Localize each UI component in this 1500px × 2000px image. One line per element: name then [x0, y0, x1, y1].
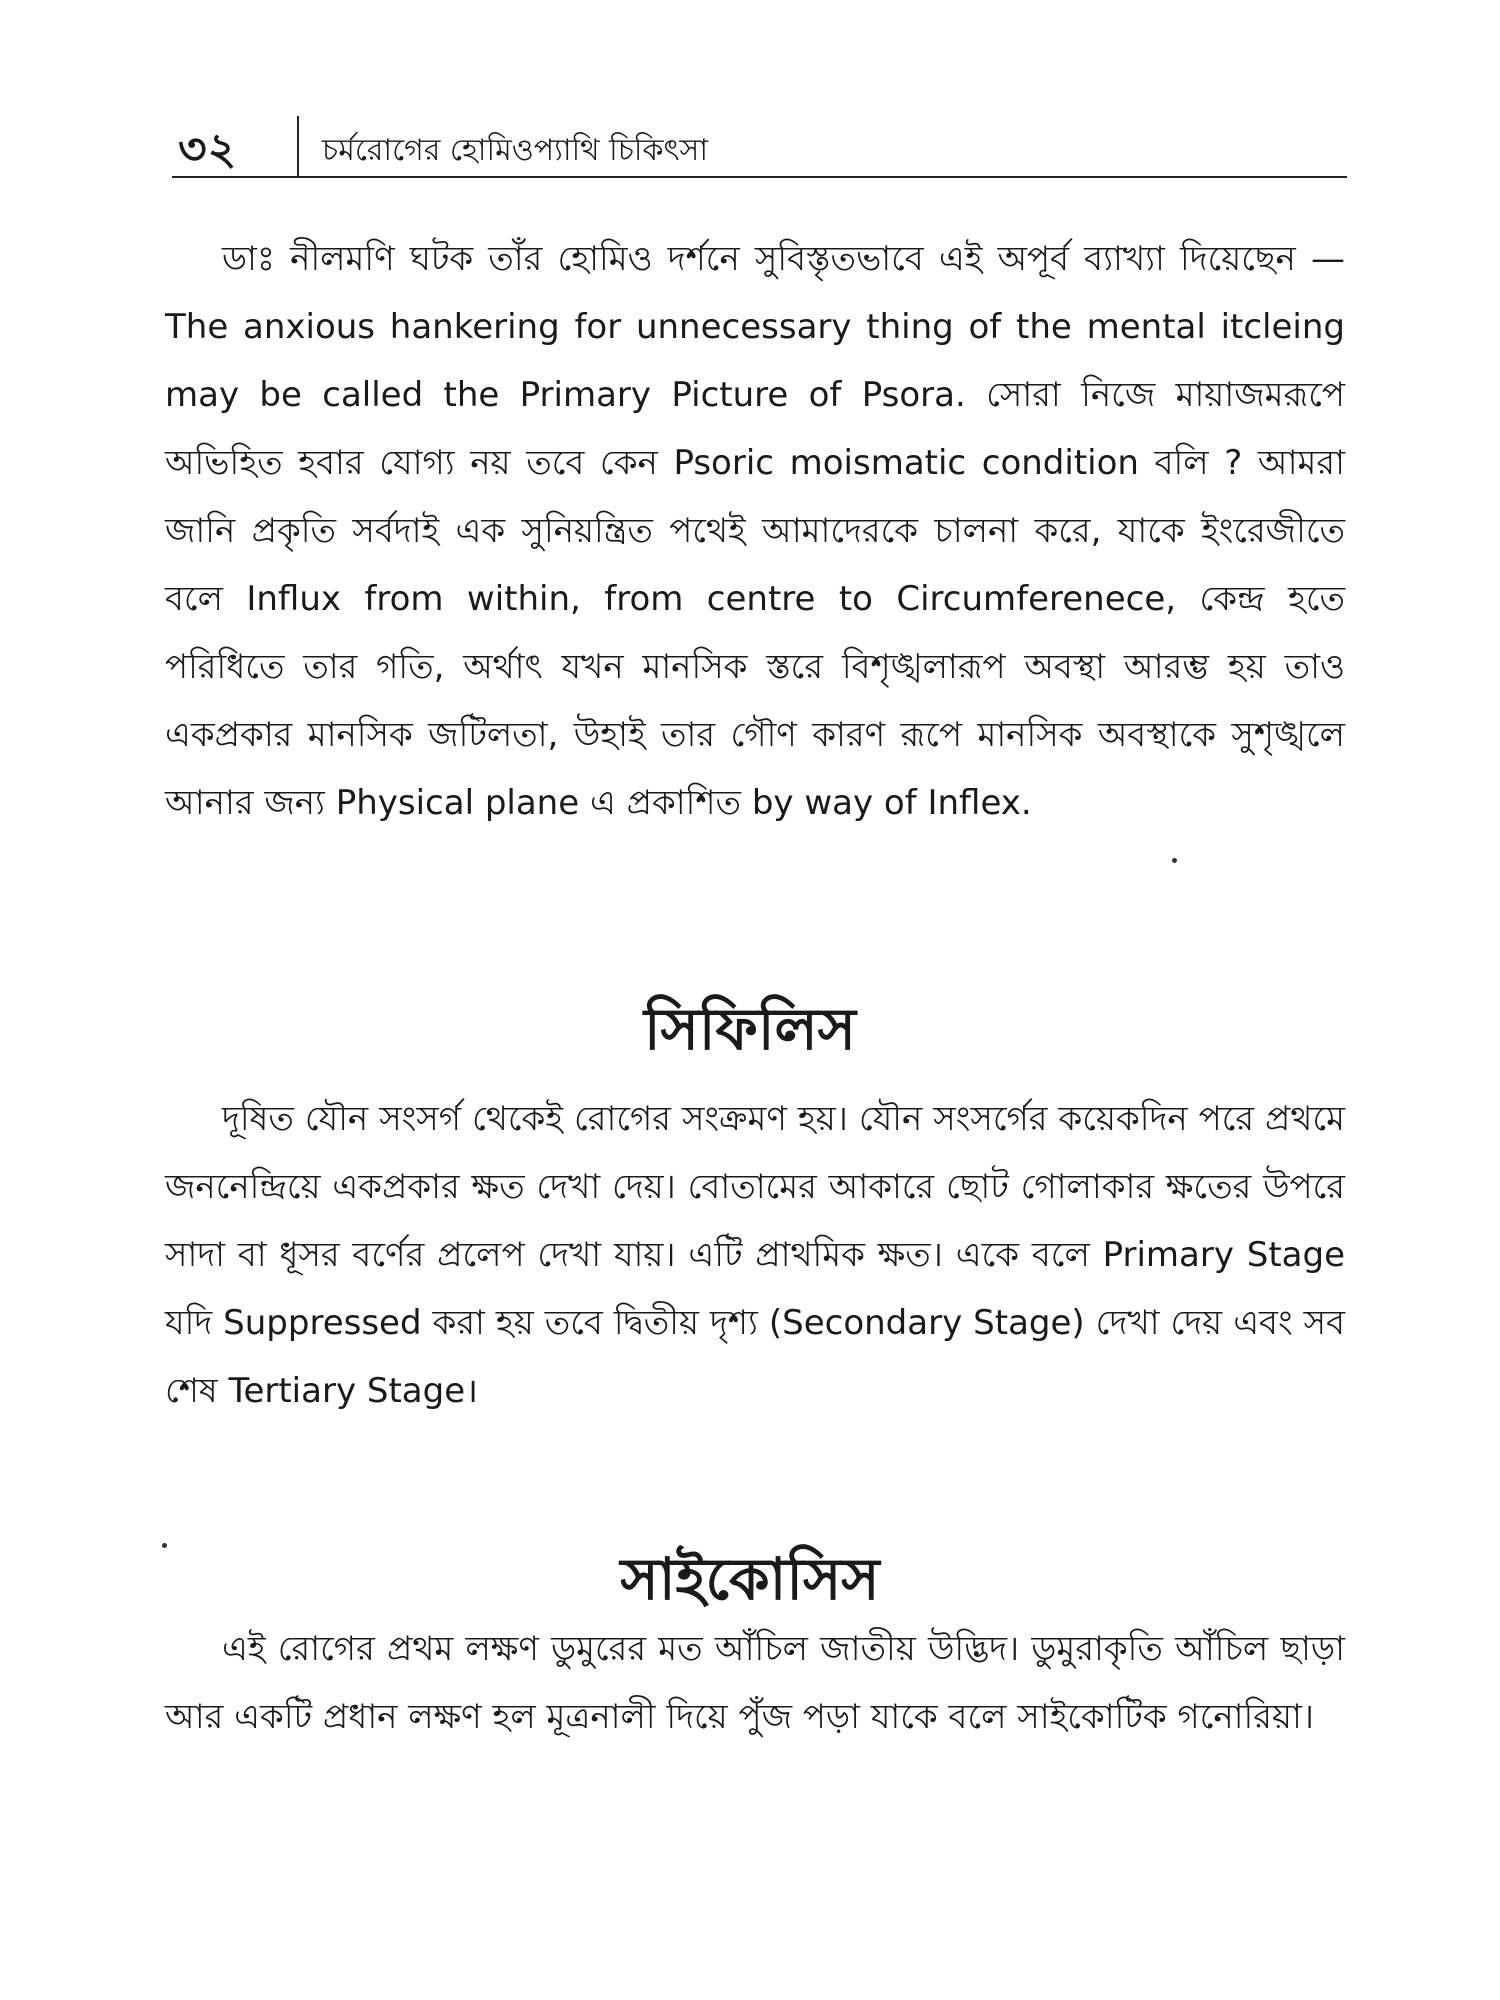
- intro-paragraph: ডাঃ নীলমণি ঘটক তাঁর হোমিও দর্শনে সুবিস্তৃতভাবে এই অপূর্ব ব্যাখ্যা দিয়েছেন — The anxious hankering for unnecessary thing of the mental itcleing may be called the Primary Picture of Psora. সোরা নিজে মায়াজমরূপে অভিহিত হবার যোগ্য নয় তবে কেন Psoric moismatic condition বলি ? আমরা জানি প্রকৃতি সর্বদাই এক সুনিয়ন্ত্রিত পথেই আমাদেরকে চালনা করে, যাকে ইংরেজীতে বলে Influx from within, from centre to Circumferenece, কেন্দ্র হতে পরিধিতে তার গতি, অর্থাৎ যখন মানসিক স্তরে বিশৃঙ্খলারূপ অবস্থা আরম্ভ হয় তাও একপ্রকার মানসিক জটিলতা, উহাই তার গৌণ কারণ রূপে মানসিক অবস্থাকে সুশৃঙ্খলে আনার জন্য Physical plane এ প্রকাশিত by way of Inflex.: [165, 239, 1345, 823]
- heading-syphilis: সিফিলিস: [643, 995, 856, 1063]
- sycosis-paragraph: এই রোগের প্রথম লক্ষণ ডুমুরের মত আঁচিল জাতীয় উদ্ভিদ। ডুমুরাকৃতি আঁচিল ছাড়া আর একটি প্রধান লক্ষণ হল মূত্রনালী দিয়ে পুঁজ পড়া যাকে বলে সাইকোটিক গনোরিয়া।: [165, 1629, 1345, 1737]
- page-header: [172, 112, 1347, 178]
- header-divider: [297, 116, 299, 176]
- syphilis-paragraph: দূষিত যৌন সংসর্গ থেকেই রোগের সংক্রমণ হয়। যৌন সংসর্গের কয়েকদিন পরে প্রথমে জননেন্দ্রিয়ে একপ্রকার ক্ষত দেখা দেয়। বোতামের আকারে ছোট গোলাকার ক্ষতের উপরে সাদা বা ধূসর বর্ণের প্রলেপ দেখা যায়। এটি প্রাথমিক ক্ষত। একে বলে Primary Stage যদি Suppressed করা হয় তবে দ্বিতীয় দৃশ্য (Secondary Stage) দেখা দেয় এবং সব শেষ Tertiary Stage।: [165, 1099, 1345, 1411]
- running-title: চর্মরোগের হোমিওপ্যাথি চিকিৎসা: [322, 133, 709, 168]
- heading-sycosis: সাইকোসিস: [620, 1545, 880, 1613]
- page-number: ৩২: [178, 124, 238, 175]
- print-speck: [1172, 858, 1177, 863]
